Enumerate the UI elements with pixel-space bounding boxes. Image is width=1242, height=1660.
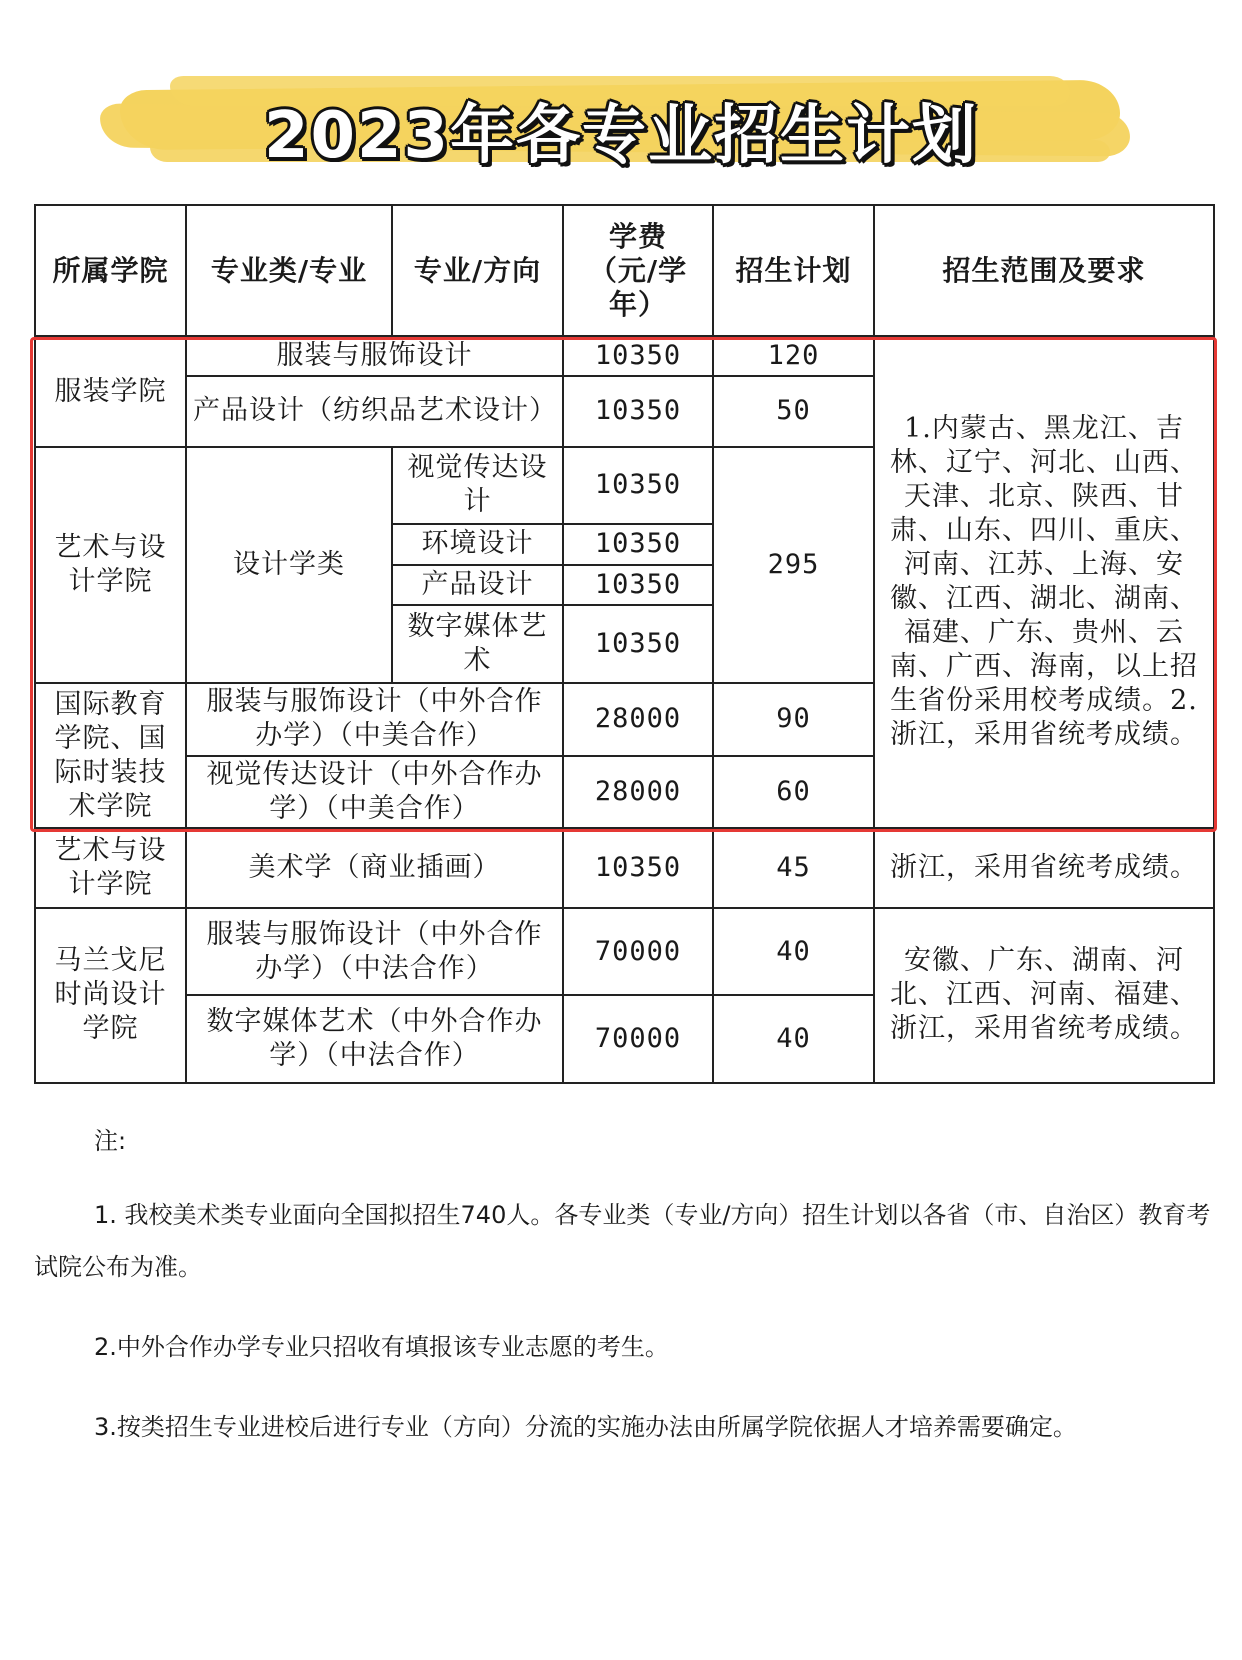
major-cell: 数字媒体艺术（中外合作办学）（中法合作） xyxy=(186,995,563,1083)
fee-cell: 28000 xyxy=(563,683,713,756)
major-cell: 视觉传达设计（中外合作办学）（中美合作） xyxy=(186,756,563,829)
note-item: 1. 我校美术类专业面向全国拟招生740人。各专业类（专业/方向）招生计划以各省（市、自治区）教育考试院公布为准。 xyxy=(34,1201,1211,1281)
scope-cell: 浙江，采用省统考成绩。 xyxy=(874,828,1214,907)
notes-heading: 注: xyxy=(94,1127,127,1155)
plan-cell: 45 xyxy=(713,828,874,907)
scope-cell: 1.内蒙古、黑龙江、吉林、辽宁、河北、山西、天津、北京、陕西、甘肃、山东、四川、重庆、河南、江苏、上海、安徽、江西、湖北、湖南、福建、广东、贵州、云南、广西、海南，以上招生省份采用校考成绩。2.浙江，采用省统考成绩。 xyxy=(874,336,1214,828)
major-cell: 服装与服饰设计 xyxy=(186,336,563,376)
header-plan: 招生计划 xyxy=(713,205,874,336)
note-item: 2.中外合作办学专业只招收有填报该专业志愿的考生。 xyxy=(94,1333,669,1361)
header-college: 所属学院 xyxy=(35,205,186,336)
fee-cell: 10350 xyxy=(563,605,713,682)
college-cell: 国际教育学院、国际时装技术学院 xyxy=(35,683,186,829)
plan-cell: 120 xyxy=(713,336,874,376)
direction-cell: 数字媒体艺术 xyxy=(392,605,563,682)
direction-cell: 产品设计 xyxy=(392,565,563,606)
table-row xyxy=(35,828,1214,907)
table-row xyxy=(35,908,1214,996)
plan-cell: 40 xyxy=(713,995,874,1083)
header-scope: 招生范围及要求 xyxy=(874,205,1214,336)
fee-cell: 10350 xyxy=(563,565,713,606)
fee-cell: 10350 xyxy=(563,524,713,565)
college-cell: 艺术与设计学院 xyxy=(35,447,186,683)
fee-cell: 10350 xyxy=(563,376,713,447)
enrollment-plan-table xyxy=(34,204,1215,1084)
fee-cell: 70000 xyxy=(563,995,713,1083)
plan-cell: 60 xyxy=(713,756,874,829)
fee-cell: 10350 xyxy=(563,447,713,524)
header-fee-line: 年） xyxy=(608,287,667,321)
page-title: 2023年各专业招生计划 xyxy=(263,99,979,173)
fee-cell: 70000 xyxy=(563,908,713,996)
category-cell: 设计学类 xyxy=(186,447,392,683)
fee-cell: 28000 xyxy=(563,756,713,829)
plan-cell: 40 xyxy=(713,908,874,996)
header-fee-line: （元/学 xyxy=(588,253,688,287)
header-category: 专业类/专业 xyxy=(186,205,392,336)
fee-cell: 10350 xyxy=(563,828,713,907)
note-item: 3.按类招生专业进校后进行专业（方向）分流的实施办法由所属学院依据人才培养需要确定。 xyxy=(94,1413,1077,1441)
header-direction: 专业/方向 xyxy=(392,205,563,336)
title-banner xyxy=(0,70,1242,180)
header-fee-line: 学费 xyxy=(608,219,667,253)
fee-cell: 10350 xyxy=(563,336,713,376)
table-row xyxy=(35,336,1214,376)
plan-cell: 90 xyxy=(713,683,874,756)
direction-cell: 环境设计 xyxy=(392,524,563,565)
header-fee xyxy=(563,205,713,336)
major-cell: 服装与服饰设计（中外合作办学）（中法合作） xyxy=(186,908,563,996)
scope-cell: 安徽、广东、湖南、河北、江西、河南、福建、浙江，采用省统考成绩。 xyxy=(874,908,1214,1083)
plan-cell: 295 xyxy=(713,447,874,683)
table-header-row xyxy=(35,205,1214,336)
major-cell: 美术学（商业插画） xyxy=(186,828,563,907)
notes-section xyxy=(34,1115,1214,1481)
college-cell: 艺术与设计学院 xyxy=(35,828,186,907)
college-cell: 服装学院 xyxy=(35,336,186,447)
college-cell: 马兰戈尼时尚设计学院 xyxy=(35,908,186,1083)
direction-cell: 视觉传达设计 xyxy=(392,447,563,524)
plan-cell: 50 xyxy=(713,376,874,447)
major-cell: 服装与服饰设计（中外合作办学）（中美合作） xyxy=(186,683,563,756)
major-cell: 产品设计（纺织品艺术设计） xyxy=(186,376,563,447)
